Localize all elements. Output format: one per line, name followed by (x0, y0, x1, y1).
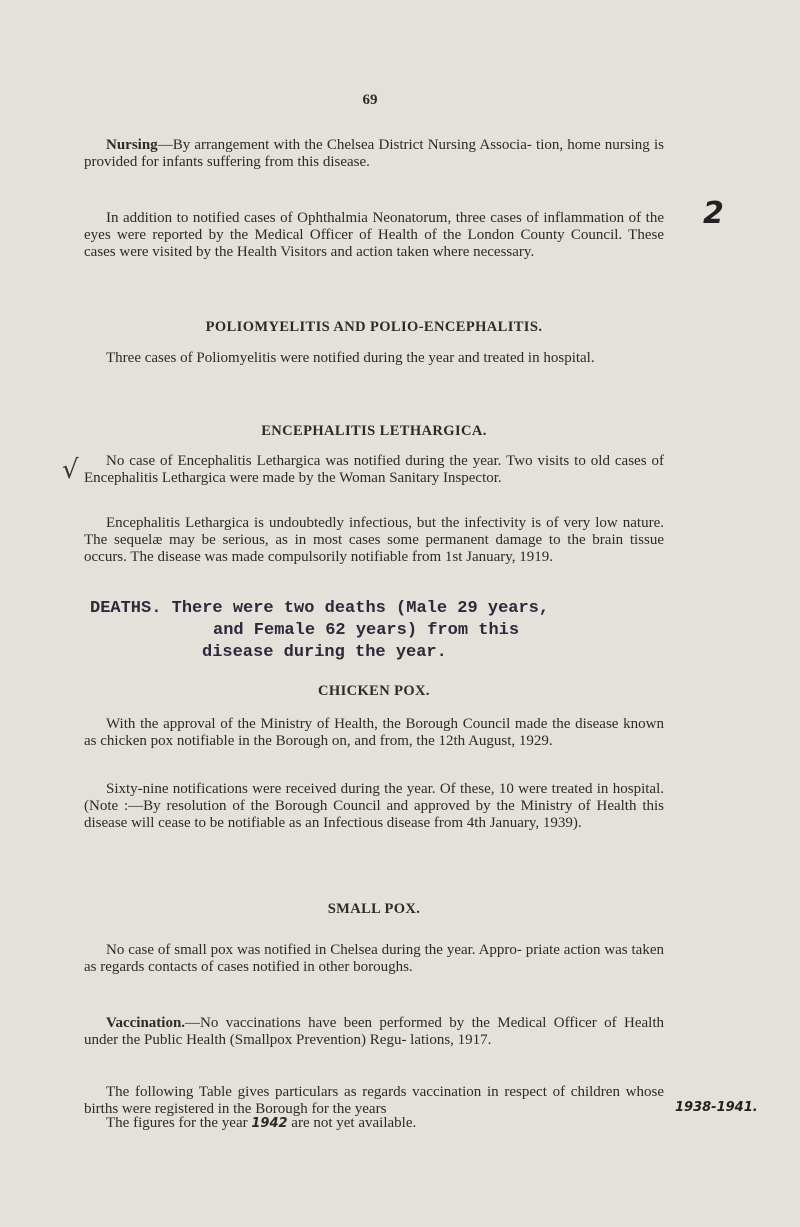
typed-line-3: disease during the year. (202, 643, 447, 662)
vaccination-paragraph (84, 1015, 664, 1049)
nursing-text: —By arrangement with the Chelsea District Nursing Associa- tion, home nursing is provided for infants suffering from this disease. (84, 137, 664, 170)
polio-paragraph: Three cases of Poliomyelitis were notified during the year and treated in hospital. (106, 350, 595, 366)
page-number: 69 (362, 92, 378, 108)
figures-line (84, 1115, 604, 1132)
tick-mark-handwritten: √ (62, 455, 79, 485)
figures-year-handwritten: 1942 (251, 1116, 288, 1131)
margin-note-handwritten: 2 (703, 196, 724, 231)
typed-line-1: DEATHS. There were two deaths (Male 29 years, (90, 599, 550, 618)
encephalitis-paragraph-2: Encephalitis Lethargica is undoubtedly infectious, but the infectivity is of very low nature. The sequelæ may be serious, as in most cases some permanent damage to the brain tissue occurs. The disease was made compulsorily notifiable from 1st January, 1919. (84, 515, 664, 565)
encephalitis-paragraph-1: No case of Encephalitis Lethargica was notified during the year. Two visits to old cases of Encephalitis Lethargica were made by the Woman Sanitary Inspector. (84, 453, 664, 486)
vaccination-label: Vaccination. (106, 1015, 186, 1031)
typed-deaths-note (90, 598, 690, 664)
nursing-label: Nursing (106, 137, 158, 153)
nursing-paragraph (84, 137, 664, 171)
figures-text-b: are not yet available. (291, 1115, 417, 1131)
small-pox-heading: SMALL POX. (327, 901, 421, 917)
figures-text-a: The figures for the year (106, 1115, 248, 1131)
typed-line-2: and Female 62 years) from this (213, 621, 520, 640)
ophthalmia-paragraph: In addition to notified cases of Ophthalmia Neonatorum, three cases of inflammation of the eyes were reported by the Medical Officer of Health of the London County Council. These cases were visited by the Health Visitors and action taken where necessary. (84, 210, 664, 260)
chicken-pox-heading: CHICKEN POX. (318, 683, 430, 699)
encephalitis-heading: ENCEPHALITIS LETHARGICA. (261, 423, 487, 439)
chicken-pox-paragraph-2: Sixty-nine notifications were received during the year. Of these, 10 were treated in hospital. (Note :—By resolution of the Borough Council and approved by the Ministry of Health this disease will cease to be notifiable as an Infectious disease from 4th January, 1939). (84, 781, 664, 831)
polio-heading: POLIOMYELITIS AND POLIO-ENCEPHALITIS. (205, 319, 543, 335)
years-handwritten: 1938-1941. (675, 1100, 758, 1115)
chicken-pox-paragraph-1: With the approval of the Ministry of Health, the Borough Council made the disease known as chicken pox notifiable in the Borough on, and from, the 12th August, 1929. (84, 716, 664, 749)
vaccination-table-intro: The following Table gives particulars as regards vaccination in respect of children whose births were registered in the Borough for the years (84, 1084, 664, 1117)
vaccination-text: —No vaccinations have been performed by the Medical Officer of Health under the Public Health (Smallpox Prevention) Regu- lations, 1917. (84, 1015, 664, 1048)
small-pox-paragraph: No case of small pox was notified in Chelsea during the year. Appro- priate action was taken as regards contacts of cases notified in other boroughs. (84, 942, 664, 975)
